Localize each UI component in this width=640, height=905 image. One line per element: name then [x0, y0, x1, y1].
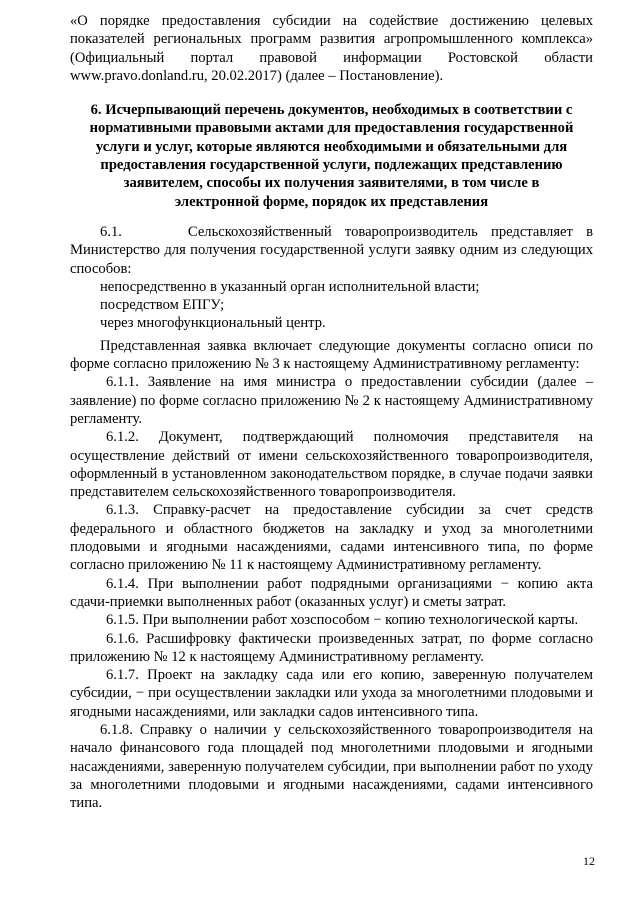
- intro-paragraph: «О порядке предоставления субсидии на содействие достижению целевых показателей региональных программ развития агропромышленного комплекса» (Официальный портал правовой информации Ростовской области www.pravo.donland.ru, 20.02.2017) (далее – Постановление).: [70, 13, 593, 84]
- paragraph-6-1: 6.1. Сельскохозяйственный товаропроизводитель представляет в Министерство для получения государственной услуги заявку одним из следующих способов:: [70, 223, 593, 277]
- item-6-1-2: 6.1.2. Документ, подтверждающий полномочия представителя на осуществление действий от имени сельскохозяйственного товаропроизводителя, оформленный в установленном законодательством порядке, в случае подачи заявки представителем сельскохозяйственного товаропроизводителя.: [70, 429, 593, 501]
- item-6-1-1: 6.1.1. Заявление на имя министра о предоставлении субсидии (далее – заявление) по форме согласно приложению № 2 к настоящему Административному регламенту.: [70, 374, 593, 427]
- item-6-1-4: 6.1.4. При выполнении работ подрядными организациями − копию акта сдачи-приемки выполненных работ (оказанных услуг) и сметы затрат.: [70, 575, 593, 610]
- item-6-1-3: 6.1.3. Справку-расчет на предоставление субсидии за счет средств федерального и областного бюджетов на закладку и уход за многолетними плодовыми и ягодными насаждениями, садами интенсивного типа, по форме согласно приложению № 11 к настоящему Административному регламенту.: [70, 502, 593, 574]
- list-item: через многофункциональный центр.: [100, 315, 326, 332]
- item-6-1-6: 6.1.6. Расшифровку фактически произведенных затрат, по форме согласно приложению № 12 к настоящему Административному регламенту.: [70, 630, 593, 665]
- item-6-1-5: 6.1.5. При выполнении работ хозспособом − копию технологической карты.: [106, 612, 579, 629]
- list-item: непосредственно в указанный орган исполнительной власти;: [100, 278, 480, 295]
- submission-methods-list: [70, 278, 593, 333]
- section-heading: 6. Исчерпывающий перечень документов, необходимых в соответствии с нормативными правовыми актами для предоставления государственной услуги и услуг, которые являются необходимыми и обязательными для предоставления государственной услуги, подлежащих представлению заявителем, способы их получения заявителями, в том числе в электронной форме, порядок их представления: [89, 102, 574, 210]
- item-6-1-8: 6.1.8. Справку о наличии у сельскохозяйственного товаропроизводителя на начало финансового года площадей под многолетними плодовыми и ягодными насаждениями, заверенную получателем субсидии, при выполнении работ по уходу за многолетними плодовыми и ягодными насаждениями, садами интенсивного типа.: [70, 721, 593, 812]
- item-6-1-7: 6.1.7. Проект на закладку сада или его копию, заверенную получателем субсидии, − при осуществлении закладки или ухода за многолетними плодовыми и ягодными насаждениями, или закладки садов интенсивного типа.: [70, 667, 593, 720]
- page-number: 12: [583, 854, 595, 868]
- documents-list-intro: Представленная заявка включает следующие документы согласно описи по форме согласно приложению № 3 к настоящему Административному регламенту:: [70, 337, 593, 373]
- list-item: посредством ЕПГУ;: [100, 297, 225, 314]
